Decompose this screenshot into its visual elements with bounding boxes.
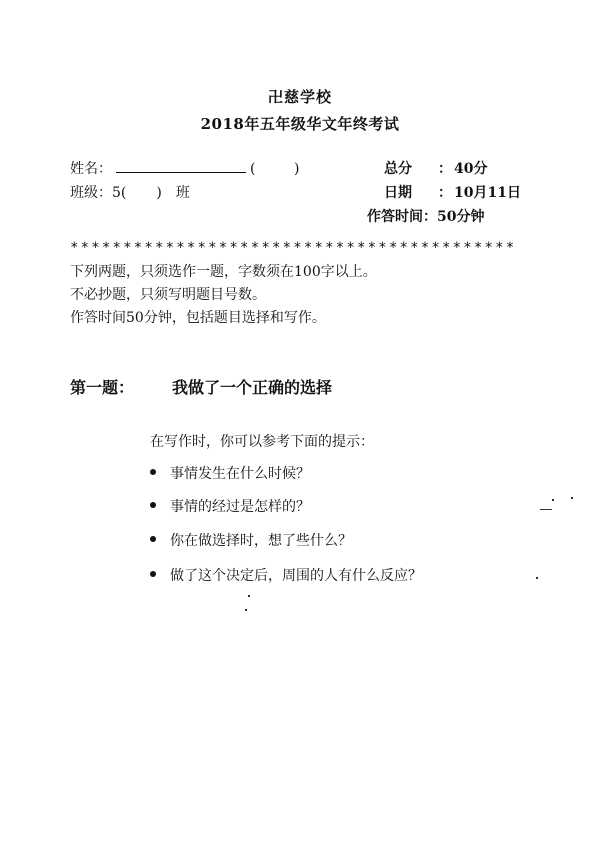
name-row: [70, 158, 299, 178]
name-blank-line: [116, 160, 246, 173]
instruction-line: 下列两题，只须选作一题，字数须在100字以上。: [70, 264, 377, 280]
total-score-value: 40分: [454, 161, 488, 177]
total-score-row: [384, 158, 487, 178]
star-separator: ******************************************: [70, 240, 517, 256]
time-row: [367, 206, 484, 226]
bullet-icon: [150, 571, 156, 577]
hint-item: [150, 565, 422, 585]
question-label: 第一题：: [70, 378, 135, 397]
hint-text: 做了这个决定后，周围的人有什么反应？: [170, 568, 422, 584]
class-suffix: ) 班: [156, 185, 190, 201]
name-paren-open: (: [250, 161, 256, 177]
bullet-icon: [150, 469, 156, 475]
date-value: 10月11日: [454, 185, 521, 201]
hint-text: 事情发生在什么时候？: [170, 466, 310, 482]
total-score-label: 总分: [384, 161, 412, 177]
hint-item: [150, 530, 352, 550]
exam-title: 2018年五年级华文年终考试: [200, 115, 400, 133]
name-label: 姓名：: [70, 161, 112, 177]
date-colon: ：: [438, 185, 452, 201]
scan-speck: [540, 509, 552, 510]
hint-intro: 在写作时，你可以参考下面的提示：: [150, 434, 374, 450]
class-row: [70, 182, 190, 202]
scan-speck: [536, 577, 538, 579]
hint-item: [150, 496, 310, 516]
scan-speck: [552, 499, 554, 501]
question-title: 我做了一个正确的选择: [172, 378, 333, 397]
date-row: [384, 182, 521, 202]
hint-text: 事情的经过是怎样的？: [170, 499, 310, 515]
date-label: 日期: [384, 185, 412, 201]
instruction-line: 作答时间50分钟，包括题目选择和写作。: [70, 310, 326, 326]
total-score-colon: ：: [438, 161, 452, 177]
time-value: 50分钟: [437, 209, 485, 225]
hint-item: [150, 463, 310, 483]
scan-speck: [245, 609, 247, 611]
instruction-line: 不必抄题，只须写明题目号数。: [70, 287, 266, 303]
scan-speck: [248, 595, 250, 597]
name-paren-close: ): [294, 161, 300, 177]
bullet-icon: [150, 536, 156, 542]
hint-text: 你在做选择时，想了些什么？: [170, 533, 352, 549]
school-name: 卍慈学校: [267, 88, 332, 106]
time-label: 作答时间：: [367, 209, 437, 225]
bullet-icon: [150, 502, 156, 508]
scan-speck: [571, 497, 573, 499]
class-label: 班级：5(: [70, 185, 127, 201]
